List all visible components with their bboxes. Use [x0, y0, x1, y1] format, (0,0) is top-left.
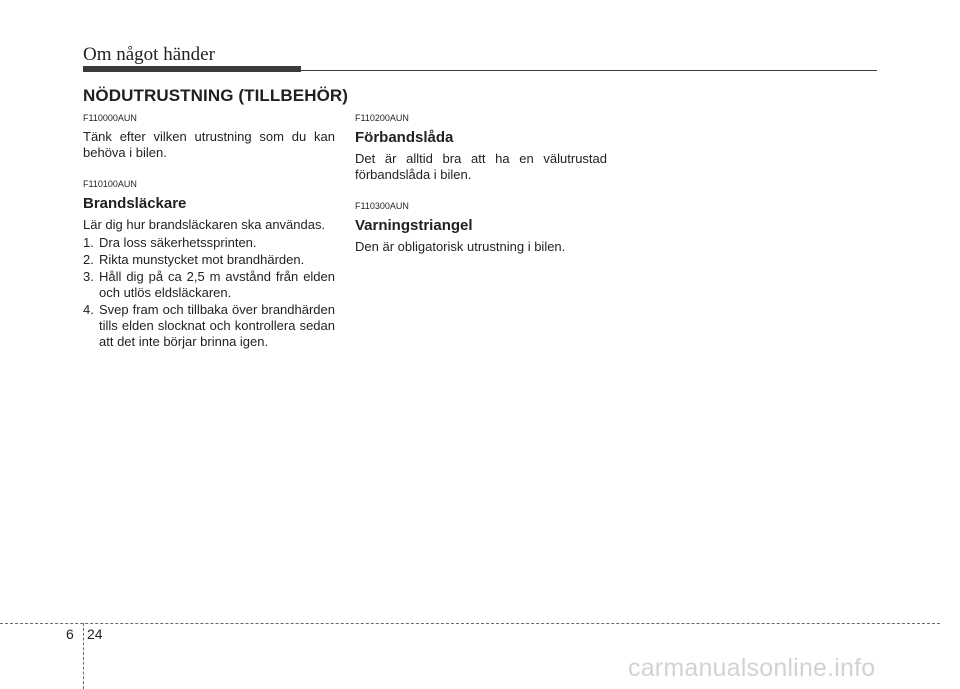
intro-block [83, 113, 335, 161]
header-bar-thin [301, 70, 877, 71]
step-item [83, 302, 335, 350]
triangle-code: F110300AUN [355, 201, 409, 211]
right-column [355, 113, 607, 273]
intro-text: Tänk efter vilken utrustning som du kan behöva i bilen. [83, 129, 335, 160]
triangle-text: Den är obligatorisk utrustning i bilen. [355, 239, 566, 254]
extinguisher-steps [83, 235, 335, 350]
step-text: Håll dig på ca 2,5 m avstånd från elden och utlös eldsläckaren. [99, 269, 335, 300]
step-number: 3. [83, 269, 94, 284]
section-title: NÖDUTRUSTNING (TILLBEHÖR) [83, 86, 349, 105]
triangle-block [355, 201, 607, 255]
step-item [83, 235, 335, 251]
page-chapter-number: 6 [66, 626, 74, 642]
step-number: 1. [83, 235, 94, 250]
footer-vertical-divider [83, 623, 84, 689]
step-text: Svep fram och tillbaka över brandhärden tills elden slocknat och kontrollera sedan att det inte börjar brinna igen. [99, 302, 335, 349]
first-aid-code: F110200AUN [355, 113, 409, 123]
left-column [83, 113, 335, 368]
step-number: 4. [83, 302, 94, 317]
page-number: 24 [87, 626, 103, 642]
step-text: Rikta munstycket mot brandhärden. [99, 252, 305, 267]
step-text: Dra loss säkerhetssprinten. [99, 235, 257, 250]
first-aid-heading: Förbandslåda [355, 129, 454, 146]
step-number: 2. [83, 252, 94, 267]
step-item [83, 269, 335, 301]
extinguisher-heading: Brandsläckare [83, 195, 187, 212]
first-aid-text: Det är alltid bra att ha en välutrustad förbandslåda i bilen. [355, 151, 607, 182]
extinguisher-code: F110100AUN [83, 179, 137, 189]
first-aid-block [355, 113, 607, 183]
chapter-title: Om något händer [83, 44, 215, 65]
step-item [83, 252, 335, 268]
intro-code: F110000AUN [83, 113, 137, 123]
header-bar-thick [83, 66, 301, 72]
extinguisher-block [83, 179, 335, 350]
extinguisher-text: Lär dig hur brandsläckaren ska användas. [83, 217, 326, 232]
triangle-heading: Varningstriangel [355, 217, 473, 234]
watermark: carmanualsonline.info [628, 654, 876, 682]
footer-divider [0, 623, 940, 624]
